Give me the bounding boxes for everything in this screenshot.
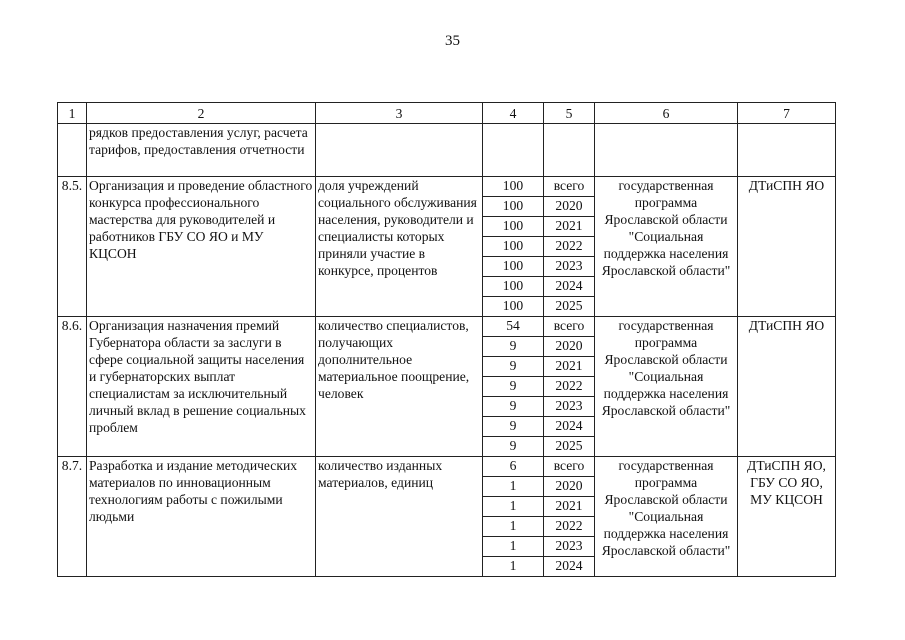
value-cell: 9 [483, 337, 544, 357]
column-header: 7 [738, 103, 836, 124]
value-cell: 9 [483, 437, 544, 457]
year-cell: 2023 [544, 537, 595, 557]
table-row-continuation [58, 124, 836, 177]
year-cell: 2022 [544, 517, 595, 537]
value-cell: 9 [483, 397, 544, 417]
indicator-cell: доля учреждений социального обслуживания населения, руководители и специалисты которых приняли участие в конкурсе, процентов [316, 177, 483, 317]
value-cell: 1 [483, 497, 544, 517]
measures-table [57, 102, 836, 577]
executor-cell: ДТиСПН ЯО [738, 317, 836, 457]
year-cell: 2021 [544, 357, 595, 377]
indicator-cell: количество специалистов, получающих дополнительное материальное поощрение, человек [316, 317, 483, 457]
year-cell: 2022 [544, 237, 595, 257]
year-cell: 2022 [544, 377, 595, 397]
empty-cell [316, 124, 483, 177]
year-cell: 2020 [544, 477, 595, 497]
year-cell: 2024 [544, 417, 595, 437]
value-cell: 9 [483, 357, 544, 377]
column-header: 1 [58, 103, 87, 124]
year-cell: 2023 [544, 257, 595, 277]
column-header: 2 [87, 103, 316, 124]
program-cell: государственная программа Ярославской области "Социальная поддержка населения Ярославской области" [595, 317, 738, 457]
column-header: 4 [483, 103, 544, 124]
value-cell: 100 [483, 297, 544, 317]
measure-cell: Разработка и издание методических материалов по инновационным технологиям работы с пожилыми людьми [87, 457, 316, 577]
table-row [58, 317, 836, 337]
year-cell: 2024 [544, 277, 595, 297]
row-number-cell [58, 124, 87, 177]
column-header: 5 [544, 103, 595, 124]
row-number-cell: 8.6. [58, 317, 87, 457]
value-cell: 100 [483, 237, 544, 257]
measure-cell: Организация и проведение областного конкурса профессионального мастерства для руководителей и работников ГБУ СО ЯО и МУ КЦСОН [87, 177, 316, 317]
year-cell: 2023 [544, 397, 595, 417]
measure-cell: Организация назначения премий Губернатора области за заслуги в сфере социальной защиты населения и губернаторских выплат специалистам за исключительный личный вклад в решение социальных проблем [87, 317, 316, 457]
value-cell: 1 [483, 537, 544, 557]
indicator-cell: количество изданных материалов, единиц [316, 457, 483, 577]
value-cell: 100 [483, 197, 544, 217]
table-row [58, 177, 836, 197]
year-cell: всего [544, 457, 595, 477]
program-cell: государственная программа Ярославской области "Социальная поддержка населения Ярославской области" [595, 457, 738, 577]
year-cell: всего [544, 177, 595, 197]
year-cell: 2020 [544, 337, 595, 357]
value-cell: 100 [483, 217, 544, 237]
executor-cell: ДТиСПН ЯО [738, 177, 836, 317]
value-cell: 54 [483, 317, 544, 337]
value-cell: 100 [483, 177, 544, 197]
empty-cell [544, 124, 595, 177]
value-cell: 100 [483, 277, 544, 297]
measure-cell: рядков предоставления услуг, расчета тарифов, предоставления отчетности [87, 124, 316, 177]
row-number-cell: 8.5. [58, 177, 87, 317]
value-cell: 9 [483, 417, 544, 437]
page-number: 35 [445, 33, 460, 49]
value-cell: 1 [483, 557, 544, 577]
row-number-cell: 8.7. [58, 457, 87, 577]
value-cell: 6 [483, 457, 544, 477]
value-cell: 100 [483, 257, 544, 277]
year-cell: 2020 [544, 197, 595, 217]
program-cell: государственная программа Ярославской области "Социальная поддержка населения Ярославской области" [595, 177, 738, 317]
column-header: 6 [595, 103, 738, 124]
year-cell: 2025 [544, 437, 595, 457]
value-cell: 1 [483, 477, 544, 497]
empty-cell [595, 124, 738, 177]
column-header: 3 [316, 103, 483, 124]
value-cell: 1 [483, 517, 544, 537]
value-cell: 9 [483, 377, 544, 397]
table-row [58, 457, 836, 477]
year-cell: всего [544, 317, 595, 337]
year-cell: 2024 [544, 557, 595, 577]
year-cell: 2021 [544, 497, 595, 517]
table-header-row [58, 103, 836, 124]
year-cell: 2025 [544, 297, 595, 317]
executor-cell: ДТиСПН ЯО, ГБУ СО ЯО, МУ КЦСОН [738, 457, 836, 577]
empty-cell [738, 124, 836, 177]
empty-cell [483, 124, 544, 177]
year-cell: 2021 [544, 217, 595, 237]
